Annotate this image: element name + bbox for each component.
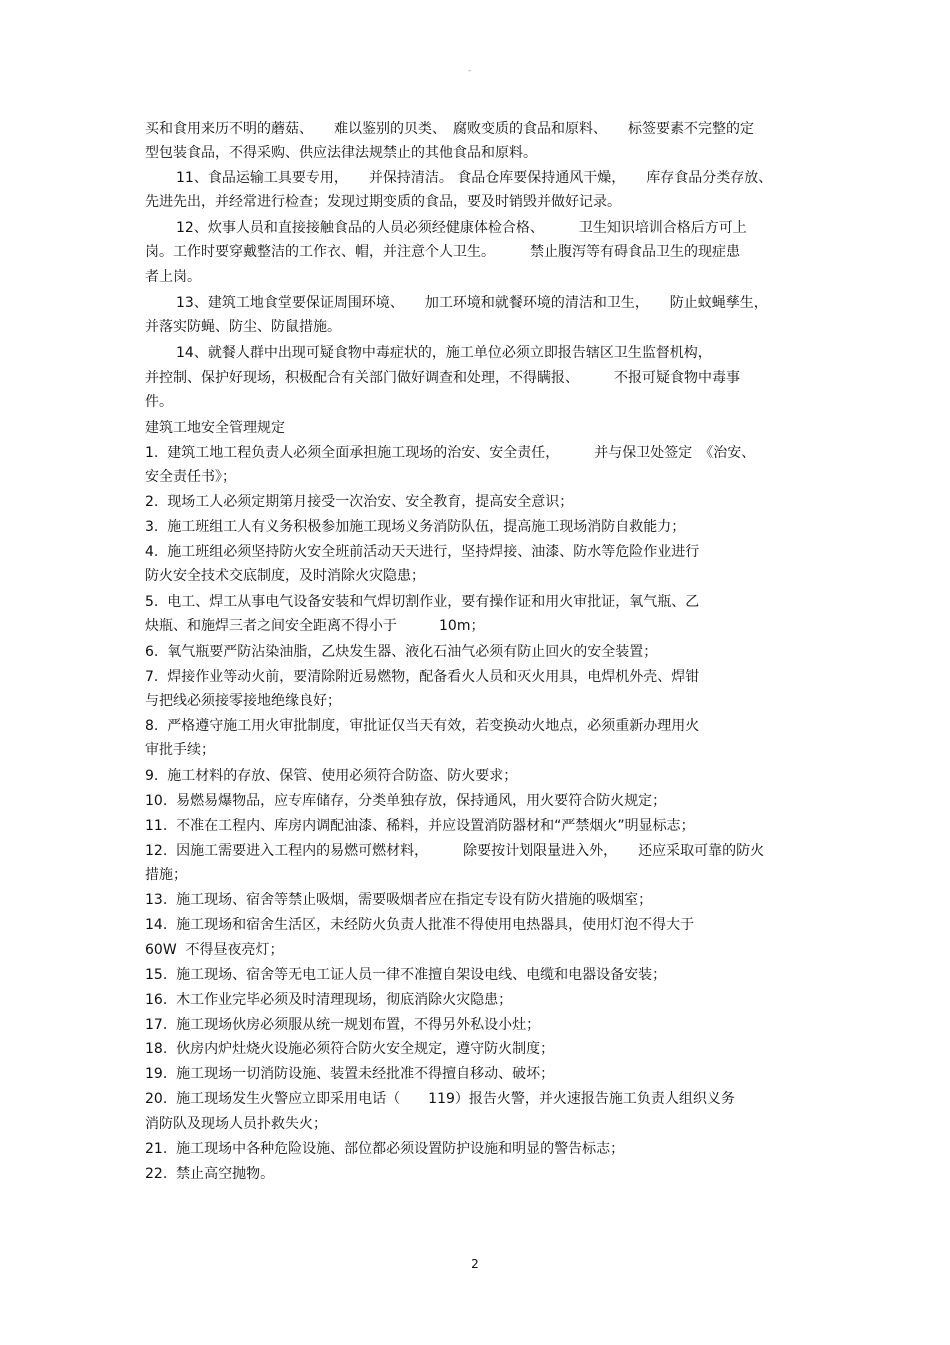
text-line: 11、食品运输工具要专用， 并保持清洁。 食品仓库要保持通风干燥， 库存食品分类存放、 <box>176 170 773 186</box>
text-line: 3. 施工班组工人有义务积极参加施工现场义务消防队伍，提高施工现场消防自救能力； <box>145 519 686 535</box>
text-line: 6. 氧气瓶要严防沾染油脂，乙炔发生器、液化石油气必须有防止回火的安全装置； <box>145 644 658 660</box>
text-line: 17. 施工现场伙房必须服从统一规划布置，不得另外私设小灶； <box>145 1017 541 1033</box>
text-line: 5. 电工、焊工从事电气设备安装和气焊切割作业，要有操作证和用火审批证，氧气瓶、乙 <box>145 594 700 610</box>
text-line: 措施； <box>145 867 187 883</box>
text-line: 8. 严格遵守施工用火审批制度，审批证仅当天有效，若变换动火地点，必须重新办理用火 <box>145 718 700 734</box>
text-line: 炔瓶、和施焊三者之间安全距离不得小于 10m； <box>145 618 485 634</box>
text-line: 10. 易燃易爆物品，应专库储存，分类单独存放，保持通风，用火要符合防火规定； <box>145 793 667 809</box>
text-line: 14. 施工现场和宿舍生活区，未经防火负责人批准不得使用电热器具，使用灯泡不得大于 <box>145 917 695 933</box>
header-mark: - <box>468 66 472 76</box>
text-line: 21. 施工现场中各种危险设施、部位都必须设置防护设施和明显的警告标志； <box>145 1141 625 1157</box>
text-line: 件。 <box>145 394 173 410</box>
text-line: 并落实防蝇、防尘、防鼠措施。 <box>145 319 341 335</box>
text-line: 1. 建筑工地工程负责人必须全面承担施工现场的治安、安全责任， 并与保卫处签定 《治安、 <box>145 445 756 461</box>
text-line: 19. 施工现场一切消防设施、装置未经批准不得擅自移动、破坏； <box>145 1066 555 1082</box>
text-line: 安全责任书》； <box>145 469 236 485</box>
text-line: 15. 施工现场、宿舍等无电工证人员一律不准擅自架设电线、电缆和电器设备安装； <box>145 967 667 983</box>
text-line: 13. 施工现场、宿舍等禁止吸烟，需要吸烟者应在指定专设有防火措施的吸烟室； <box>145 892 653 908</box>
text-line: 60W 不得昼夜亮灯； <box>145 942 284 958</box>
text-line: 4. 施工班组必须坚持防火安全班前活动天天进行，坚持焊接、油漆、防水等危险作业进行 <box>145 544 700 560</box>
section-heading: 建筑工地安全管理规定 <box>145 420 285 436</box>
text-line: 与把线必须接零接地绝缘良好； <box>145 693 341 709</box>
text-line: 先进先出，并经常进行检查；发现过期变质的食品，要及时销毁并做好记录。 <box>145 194 621 210</box>
text-line: 防火安全技术交底制度，及时消除火灾隐患； <box>145 568 425 584</box>
text-line: 13、建筑工地食堂要保证周围环境、 加工环境和就餐环境的清洁和卫生， 防止蚊蝇孳生， <box>176 295 768 311</box>
page-number: 2 <box>471 1257 479 1271</box>
text-line: 7. 焊接作业等动火前，要清除附近易燃物，配备看火人员和灭火用具，电焊机外壳、焊钳 <box>145 669 700 685</box>
text-line: 16. 木工作业完毕必须及时清理现场，彻底消除火灾隐患； <box>145 992 513 1008</box>
text-line: 岗。工作时要穿戴整洁的工作衣、帽，并注意个人卫生。 禁止腹泻等有碍食品卫生的现症患 <box>145 244 740 260</box>
text-line: 并控制、保护好现场，积极配合有关部门做好调查和处理，不得瞒报、 不报可疑食物中毒事 <box>145 370 740 386</box>
text-line: 2. 现场工人必须定期第月接受一次治安、安全教育，提高安全意识； <box>145 494 574 510</box>
text-line: 14、就餐人群中出现可疑食物中毒症状的，施工单位必须立即报告辖区卫生监督机构， <box>176 345 712 361</box>
text-line: 11. 不准在工程内、库房内调配油漆、稀料，并应设置消防器材和“严禁烟火”明显标志； <box>145 818 695 834</box>
text-line: 22. 禁止高空抛物。 <box>145 1166 275 1182</box>
text-line: 买和食用来历不明的蘑菇、 难以鉴别的贝类、 腐败变质的食品和原料、 标签要素不完整的定 <box>145 121 754 137</box>
text-line: 9. 施工材料的存放、保管、使用必须符合防盗、防火要求； <box>145 768 518 784</box>
text-line: 型包装食品，不得采购、供应法律法规禁止的其他食品和原料。 <box>145 145 537 161</box>
text-line: 12. 因施工需要进入工程内的易燃可燃材料， 除要按计划限量进入外， 还应采取可靠的防火 <box>145 843 765 859</box>
text-line: 审批手续； <box>145 742 215 758</box>
text-line: 者上岗。 <box>145 269 201 285</box>
text-line: 18. 伙房内炉灶烧火设施必须符合防火安全规定，遵守防火制度； <box>145 1041 555 1057</box>
text-line: 20. 施工现场发生火警应立即采用电话（ 119）报告火警，并火速报告施工负责人组织义务 <box>145 1091 735 1107</box>
text-line: 12、炊事人员和直接接触食品的人员必须经健康体检合格、 卫生知识培训合格后方可上 <box>176 220 747 236</box>
text-line: 消防队及现场人员扑救失火； <box>145 1116 327 1132</box>
